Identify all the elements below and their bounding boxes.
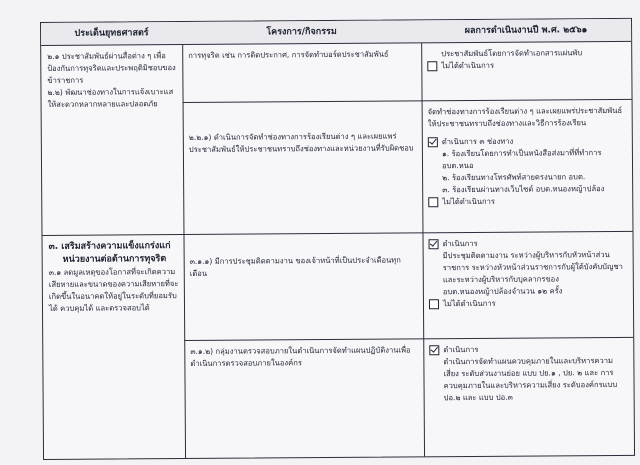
result-3-1-1-text: มีประชุมติดตามงาน ระหว่างผู้บริหารกับหัวหน้าส่วนราชการ ระหว่างหัวหน้าส่วนราชการกับผู้ใต้บังคับบัญชา และระหว่างผู้บริหารกับบุคลากรของ อบต.หนองหญ้าปล้องจำนวน ๑๒ ครั้ง [442, 250, 623, 297]
checkbox-label: ดำเนินการ ๓ ช่องทาง [441, 136, 514, 147]
checkbox-label: ดำเนินการ [443, 344, 479, 355]
checkbox-label: ดำเนินการ [442, 238, 478, 249]
activity-top: การทุจริต เช่น การติดประกาศ, การจัดทำบอร์ดประชาสัมพันธ์ [188, 49, 389, 60]
result-top-checkbox-row [427, 59, 625, 72]
checkbox-checked[interactable] [429, 239, 439, 249]
activity-cell [190, 344, 418, 370]
activity-cell [188, 48, 416, 62]
result-3-1-2-text: ดำเนินการจัดทำแผนควบคุมภายในและบริหารความเสี่ยง ระดับส่วนงานย่อย แบบ ปย.๑ , ปย. ๒ และ การควบคุมภายในและบริหารความเสี่ยง ระดับองค์กรแบบ ปอ.๒ และ แบบ ปอ.๓ [443, 356, 618, 403]
checkbox-label: ไม่ได้ดำเนินการ [441, 60, 495, 71]
activity-3-1-1: ๓.๑.๑) มีการประชุมติดตามงาน ของเจ้าหน้าที่เป็นประจำเดือนทุกเดือน [189, 255, 401, 278]
checkbox-label: ไม่ได้ดำเนินการ [442, 196, 495, 207]
column-divider [182, 22, 186, 458]
strategy-2-1: ๒.๑ ประชาสัมพันธ์ผ่านสื่อต่าง ๆ เพื่อป้องกันการทุจริตและประพฤติมิชอบของข้าราชการ [47, 51, 176, 85]
strategy-2-2: ๒.๒) พัฒนาช่องทางในการแจ้งเบาะแสให้สะดวกหลากหลายและปลอดภัย [47, 87, 174, 109]
result-cell [429, 237, 627, 310]
header-activity: โครงการ/กิจกรรม [266, 26, 337, 38]
result-cell [428, 105, 627, 208]
result-cell [427, 47, 625, 72]
checkbox[interactable] [429, 299, 439, 309]
header-strategy: ประเด็นยุทธศาสตร์ [74, 28, 149, 39]
report-table [40, 18, 635, 460]
section-3-title: หน่วยงานต่อต้านการทุจริต [62, 254, 167, 265]
row-divider [184, 337, 633, 341]
activity-cell [189, 130, 417, 156]
activity-3-1-2: ๓.๑.๒) กลุ่มงานตรวจสอบภายในดำเนินการจัดทำแผนปฏิบัติงานเพื่อดำเนินการตรวจสอบภายในองค์กร [190, 345, 411, 368]
result-3-1-1-checkbox-row [429, 297, 627, 310]
column-divider [421, 20, 425, 456]
section-3-title: ๓. เสริมสร้างความแข็งแกร่งแก่ [48, 241, 171, 252]
checkbox-checked[interactable] [428, 137, 438, 147]
table-header [41, 19, 631, 46]
checkbox-checked[interactable] [429, 345, 439, 355]
result-top-text: ประชาสัมพันธ์โดยการจัดทำเอกสารแผ่นพับ [441, 48, 583, 59]
activity-cell [190, 254, 418, 280]
strategy-cell [49, 240, 182, 315]
row-divider [183, 99, 632, 103]
strategy-3-1: ๓.๑ ลดมูลเหตุของโอกาสที่จะเกิดความเสียหายและขนาดของความเสียหายที่จะเกิดขึ้นในอนาคตให้อยู่ในระดับที่ยอมรับได้ ควบคุมได้ และตรวจสอบได้ [48, 267, 179, 313]
checkbox[interactable] [428, 197, 438, 207]
channel-item: ๓. ร้องเรียนผ่านทางเว็บไซต์ อบต.หนองหญ้าปล้อง [442, 184, 605, 195]
channel-item: ๒. ร้องเรียนทางโทรศัพท์สายตรงนายก อบต. [442, 172, 586, 183]
result-2-2-1-text: จัดทำช่องทางการร้องเรียนต่าง ๆ และเผยแพร่ประชาสัมพันธ์ให้ประชาชนทราบถึงช่องทางและวิธีการร้องเรียน [427, 105, 623, 129]
row-divider [42, 231, 632, 236]
strategy-cell [47, 50, 177, 111]
result-2-2-1-checkbox-row [428, 195, 626, 208]
header-result: ผลการดำเนินงานปี พ.ศ. ๒๕๖๑ [464, 25, 588, 37]
channel-item: ๑. ร้องเรียนโดยการทำเป็นหนังสือส่งมาที่ที่ทำการ อบต.หนอ [441, 148, 602, 171]
activity-2-2-1: ๒.๒.๑) ดำเนินการจัดทำช่องทางการร้องเรียนต่าง ๆ และเผยแพร่ประชาสัมพันธ์ให้ประชาชนทราบถึงช่องทางและหน่วยงานที่รับผิดชอบ [188, 131, 414, 154]
checkbox[interactable] [427, 61, 437, 71]
result-cell [429, 343, 627, 404]
checkbox-label: ไม่ได้ดำเนินการ [442, 298, 496, 309]
